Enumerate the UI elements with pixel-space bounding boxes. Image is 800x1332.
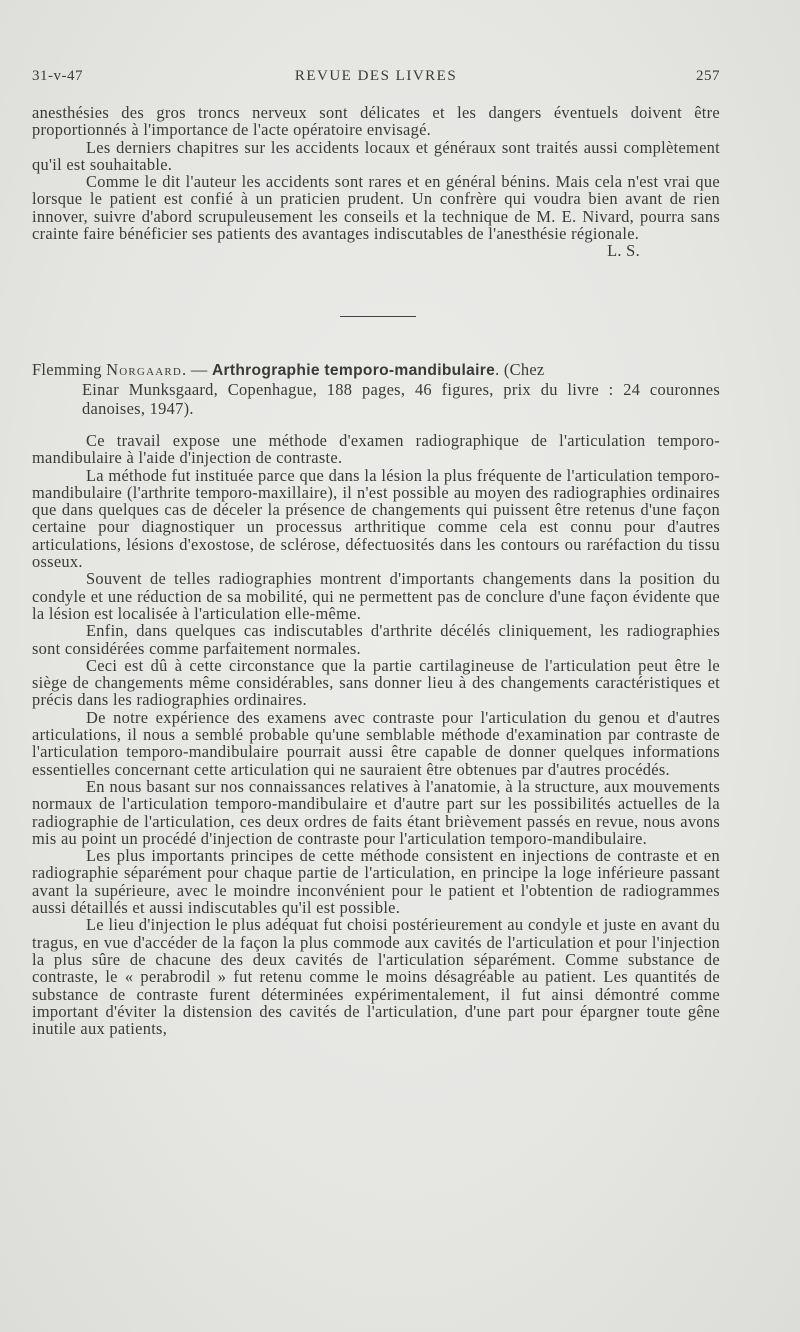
- author-first-name: Flemming: [32, 360, 102, 379]
- book-reference: [32, 360, 720, 418]
- page-header: [32, 64, 720, 88]
- book-review-body: [32, 432, 720, 1037]
- paragraph: Souvent de telles radiographies montrent d'importants changements dans la position du condyle et une réduction de sa mobilité, qui ne permettent pas de conclure d'une façon évidente que la lésion est localisée à l'articulation elle-même.: [32, 569, 720, 623]
- page-number: 257: [696, 68, 720, 84]
- paragraph: anesthésies des gros troncs nerveux sont délicates et les dangers éventuels doivent être proportionnés à l'importance de l'acte opératoire envisagé.: [32, 103, 720, 140]
- reviewer-signature: L. S.: [607, 241, 640, 261]
- paragraph: De notre expérience des examens avec contraste pour l'articulation du genou et d'autres articulations, il nous a semblé probable qu'une semblable méthode d'examination par contraste de l'articulation temporo-mandibulaire pourrait aussi être capable de donner quelques informations essentielles concernant cette articulation qui ne sauraient être obtenues par d'autres procédés.: [32, 707, 720, 779]
- paragraph: Les derniers chapitres sur les accidents locaux et généraux sont traités aussi complètement qu'il est souhaitable.: [32, 137, 720, 174]
- paragraph: En nous basant sur nos connaissances relatives à l'anatomie, à la structure, aux mouvements normaux de l'articulation temporo-mandibulaire et d'autre part sur les possibilités actuelles de la radiographie de l'articulation, ces deux ordres de faits étant brièvement passés en revue, nous avons mis au point un procédé d'injection de contraste pour l'articulation temporo-mandibulaire.: [32, 776, 720, 848]
- paragraph: Comme le dit l'auteur les accidents sont rares et en général bénins. Mais cela n'est vrai que lorsque le patient est confié à un praticien prudent. Un confrère qui voudra bien avant de rien innover, suivre d'abord scrupuleusement les conseils et la technique de M. E. Nivard, pourra sans crainte faire bénéficier ses patients des avantages indiscutables de l'anesthésie régionale.: [32, 172, 720, 244]
- running-title: REVUE DES LIVRES: [294, 68, 458, 84]
- separator: . —: [182, 360, 212, 379]
- paragraph: Les plus importants principes de cette méthode consistent en injections de contraste et en radiographie séparément pour chaque partie de l'articulation, en principe la loge inférieure passant avant la supérieure, avec le moindre inconvénient pour le patient et l'obtention de radiogrammes aussi détaillés et aussi indiscutables qu'il est possible.: [32, 846, 720, 918]
- previous-review-end: [32, 104, 720, 260]
- paragraph: La méthode fut instituée parce que dans la lésion la plus fréquente de l'articulation temporo-mandibulaire (l'arthrite temporo-maxillaire), il n'est possible au moyen des radiographies ordinaires que dans quelques cas de déceler la présence de changements qui puissent être retenus d'une façon certaine pour diagnostiquer un processus arthritique comme cela est connu pour d'autres articulations, lésions d'exostose, de sclérose, défectuosités dans les contours ou raréfaction du tissu osseux.: [32, 465, 720, 572]
- publication-start: . (Chez: [495, 360, 545, 379]
- author-last-name: Norgaard: [106, 360, 183, 379]
- book-reference-line: [32, 360, 720, 380]
- paragraph: Ce travail expose une méthode d'examen radiographique de l'articulation temporo-mandibulaire à l'aide d'injection de contraste.: [32, 431, 720, 468]
- paragraph: Le lieu d'injection le plus adéquat fut choisi postérieurement au condyle et juste en avant du tragus, en vue d'accéder de la façon la plus commode aux cavités de l'articulation et pour l'injection la plus sûre de chacune des deux cavités de l'articulation séparément. Comme substance de contraste, le « perabrodil » fut retenu comme le moins désagréable au patient. Les quantités de substance de contraste furent déterminées expérimentalement, il fut ainsi démontré comme important d'éviter la distension des cavités de l'articulation, d'une part pour épargner toute gêne inutile aux patients,: [32, 915, 720, 1039]
- paragraph: Enfin, dans quelques cas indiscutables d'arthrite décélés cliniquement, les radiographies sont considérées comme parfaitement normales.: [32, 621, 720, 658]
- book-title: Arthrographie temporo-mandibulaire: [211, 362, 496, 379]
- issue-date: 31-v-47: [32, 68, 83, 84]
- section-divider: [340, 316, 416, 317]
- publication-details: Einar Munksgaard, Copenhague, 188 pages, 46 figures, prix du livre : 24 couronnes danoises, 1947).: [82, 380, 720, 418]
- paragraph: Ceci est dû à cette circonstance que la partie cartilagineuse de l'articulation peut être le siège de changements même considérables, sans donner lieu à des changements caractéristiques et précis dans les radiographies ordinaires.: [32, 655, 720, 710]
